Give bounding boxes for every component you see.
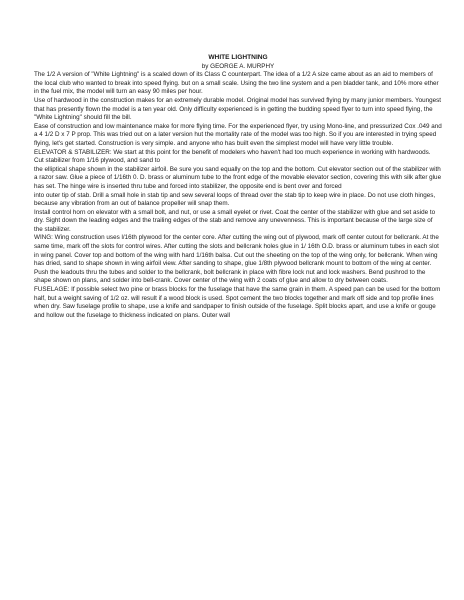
document-title: WHITE LIGHTNING [208, 54, 268, 61]
document-byline: by GEORGE A. MURPHY [201, 62, 275, 70]
paragraph-elevator-stabilizer: ELEVATOR & STABILIZER: We start at this point for the benefit of modelers who haven't had too much experience in working with hardwoods. Cut stabilizer from 1/16 plywood, and sand to [34, 148, 431, 165]
paragraph-control-horn: Install control horn on elevator with a small bolt, and nut, or use a small eyelet or rivet. Coat the center of the stabilizer with glue and set aside to dry. Sight down the leading edges and the trailing edges of the stab and remove any unevenness. This is important because of the large size of the stabilizer. [34, 208, 436, 233]
paragraph-fuselage: FUSELAGE: If possible select two pine or brass blocks for the fuselage that have the same grain in them. A speed pan can be used for the bottom half, but a weight saving of 1/2 oz. will result if a wood block is used. Spot cement the two blocks together and mark off side and top profile lines when dry. Saw fuselage profile to shape, use a knife and sandpaper to finish outside of the fuselage. Split blocks apart, and use a knife or gouge and hollow out the fuselage to thickness indicated on plans. Outer wall [34, 286, 441, 319]
document-page [34, 54, 442, 320]
paragraph-hardwood: Use of hardwood in the construction makes for an extremely durable model. Original model has survived flying by many junior members. Youngest that has presently flown the model is a ten year old. Only difficulty experienced is in getting the budding speed flyer to turn into speed flying, the "White Lightning" should fill the bill. [34, 96, 442, 122]
paragraph-stab-tip: into outer tip of stab. Drill a small hole in stab tip and sew several loops of thread over the stab tip to keep wire in place. Do not use cloth hinges, because any vibration from an out of balance propeller will snap them. [34, 191, 436, 208]
paragraph-wing: WING: Wing construction uses l/16th plywood for the center core. After cutting the wing out of plywood, mark off center cutout for bellcrank. At the same time, mark off the slots for control wires. After cutting the slots and bellcrank holes glue in 1/ 16th O.D. brass or aluminum tubes in each slot in wing panel. Cover top and bottom of the wing with hard 1/16th balsa. Cut out the sheeting on the top of the wing only, for bellcrank. When wing has dried, sand to shape shown in wing airfoil view. After sanding to shape, glue 1/8th plywood bellcrank mount to bottom of the wing at center. Push the leadouts thru the tubes and solder to the bellcrank, bolt bellcrank in place with fibre lock nut and lock washers. Bend pushrod to the shape shown on plans, and solder into bell-crank. Cover center of the wing with 2 coats of glue and allow to dry between coats. [34, 234, 439, 285]
paragraph-ease: Ease of construction and low maintenance make for more flying time. For the experienced flyer, try using Mono-line, and pressurized Cox .049 and a 4 1/2 D x 7 P prop. This was tried out on a later version hut the mortality rate of the model was too high. So if you are interested in trying speed flying, let's get started. Construction is very simple. and anyone who has built even the simplest model will have very little trouble. [34, 122, 442, 147]
paragraph-stab-shape: the elliptical shape shown in the stabilizer airfoil. Be sure you sand equally on the top and the bottom. Cut elevator section out of the stabilizer with a razor saw. Glue a piece of 1/16th 0. D. brass or aluminum tube to the front edge of the movable elevator section, covering this with silk after glue has set. The hinge wire is inserted thru tube and forced into stabilizer, the opposite end is bent over and forced [34, 165, 442, 190]
paragraph-intro: The 1/2 A version of "White Lightning" is a scaled down of its Class C counterpart. The idea of a 1/2 A size came about as an aid to members of the local club who wanted to break into speed flying. but on a small scale. Using the two line system and a pen bladder tank, and 10% more ether in the fuel mix, the model will turn an easy 90 miles per hour. [34, 71, 439, 96]
